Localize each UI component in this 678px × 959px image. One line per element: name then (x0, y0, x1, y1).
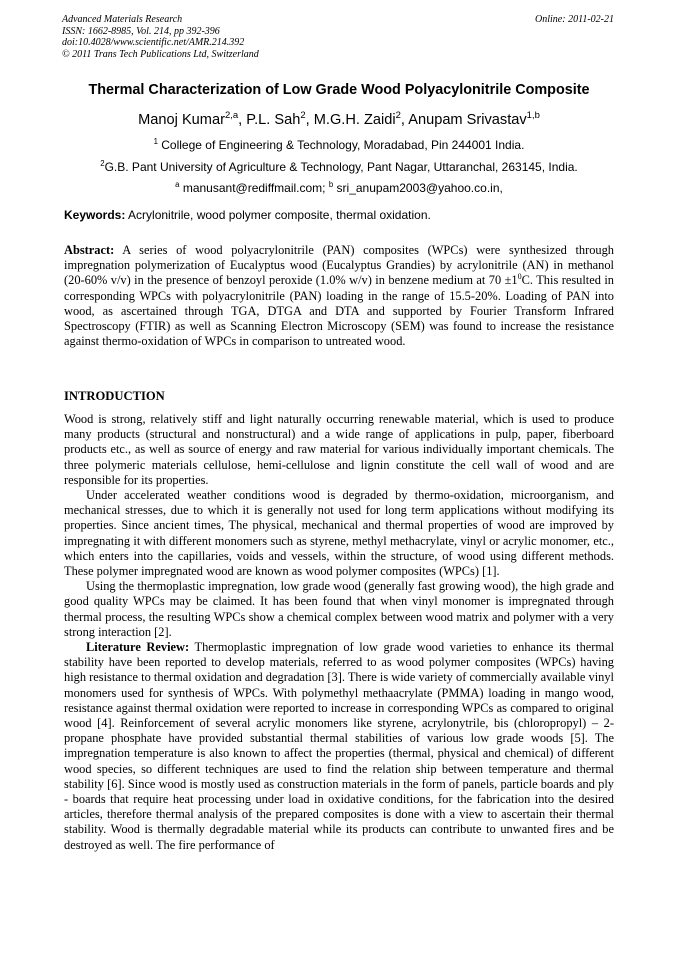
degree-sup: 0 (517, 272, 522, 282)
abstract-text: A series of wood polyacrylonitrile (PAN) composites (WPCs) were synthesized through impregnation polymerization of Eucalyptus wood (Eucalyptus Grandies) by acrylonitrile (AN) in methanol (20-60% v/v) in the presence of benzoyl peroxide (1.0% w/v) in benzene medium at 70 ±1 (64, 243, 614, 288)
affiliation-1 (40, 138, 638, 152)
author-sup: 2 (300, 110, 306, 122)
affiliation-sup: 2 (100, 159, 105, 168)
author-name: Anupam Srivastav (408, 112, 527, 128)
paper-title: Thermal Characterization of Low Grade Wood Polyacylonitrile Composite (88, 82, 590, 98)
abstract-text-continued: C. This resulted in corresponding WPCs with polyacrylonitrile (PAN) loading in the range of 15.5-20%. Loading of PAN into wood, as ascertained through TGA, DTGA and DTA and supported by Fourier Transform Infrared Spectroscopy (FTIR) as well as Scanning Electron Microscopy (SEM) was found to increase the resistance against thermo-oxidation of WPCs in comparison to untreated wood. (64, 273, 614, 349)
affiliation-text: G.B. Pant University of Agriculture & Technology, Pant Nagar, Uttaranchal, 263145, India. (104, 160, 578, 174)
paragraph: Using the thermoplastic impregnation, low grade wood (generally fast growing wood), the high grade and good quality WPCs may be claimed. It has been found that when vinyl monomer is impregnated through thermal process, the resulting WPCs show a chemical complex between wood matrix and polymer with a very strong interaction [2]. (64, 579, 614, 639)
online-date: Online: 2011-02-21 (535, 14, 614, 25)
email-text: manusant@rediffmail.com; (179, 181, 329, 195)
author-name: M.G.H. Zaidi (313, 112, 396, 128)
paragraph: Under accelerated weather conditions wood is degraded by thermo-oxidation, microorganism, and mechanical stresses, due to which it is generally not used for long term applications without modifying its properties. Since ancient times, The physical, mechanical and thermal properties of wood are improved by impregnating it with different monomers such as styrene, methyl methacrylate, vinyl or acrylic monomer, etc., which enters into the capillaries, voids and vessels, within the structure, of wood using different methods. These polymer impregnated wood are known as wood polymer composites (WPCs) [1]. (64, 488, 614, 579)
email-sup: a (175, 180, 180, 189)
affiliation-text: College of Engineering & Technology, Moradabad, Pin 244001 India. (157, 138, 525, 152)
author-name: Manoj Kumar (138, 112, 225, 128)
keywords-text: Acrylonitrile, wood polymer composite, thermal oxidation. (125, 208, 431, 222)
author-sup: 2 (395, 110, 401, 122)
email-sup: b (328, 180, 334, 189)
paragraph: Wood is strong, relatively stiff and light naturally occurring renewable material, which is used to produce many products (structural and nonstructural) and a wide range of applications in pulp, paper, fiberboard products etc., as well as source of energy and raw material for various individually important chemicals. The three polymeric materials cellulose, hemi-cellulose and lignin constitute the cell wall of wood and are responsible for its properties. (64, 412, 614, 487)
author-sup: 1,b (526, 110, 540, 122)
introduction-body (64, 412, 614, 853)
copyright: © 2011 Trans Tech Publications Ltd, Switzerland (62, 48, 259, 60)
paragraph-literature-review (64, 640, 614, 853)
keywords (64, 208, 614, 222)
abstract (64, 243, 614, 349)
email-text: sri_anupam2003@yahoo.co.in, (333, 181, 503, 195)
section-heading-introduction: INTRODUCTION (64, 389, 165, 403)
author-emails (40, 181, 638, 195)
author-list (40, 112, 638, 128)
issn: ISSN: 1662-8985, Vol. 214, pp 392-396 (62, 25, 220, 37)
author-separator: , (400, 112, 409, 128)
journal-name: Advanced Materials Research (62, 14, 183, 25)
abstract-label: Abstract: (64, 243, 115, 257)
affiliation-sup: 1 (153, 137, 158, 146)
literature-review-label: Literature Review: (86, 640, 190, 655)
author-separator: , (305, 112, 314, 128)
author-separator: , (238, 112, 247, 128)
author-name: P.L. Sah (246, 112, 301, 128)
journal-header (62, 14, 614, 60)
literature-review-text: Thermoplastic impregnation of low grade wood varieties to enhance its thermal stability have been reported to develop materials, referred to as wood polymer composites (WPCs) having high resistance to thermal oxidation and degradation [3]. There is wide variety of commercially available vinyl monomers used for synthesis of WPCs. With polymethyl methaacrylate (PMMA) loading in mango wood, resistance against thermal oxidation were reported to increase in corresponding WPCs as compared to original wood [4]. Reinforcement of several acrylic monomers like styrene, acrylonytrile, bis (chloropropyl) – 2- propane phosphate have provided substantial thermal stabilities of various low grade woods [5]. The impregnation temperature is also known to affect the properties (thermal, physical and chemical) of different wood species, so different techniques are used to find the relation ship between temperature and thermal stability [6]. Since wood is mostly used as construction materials in the form of panels, particle boards and ply - boards that require heat processing under load in oxidative conditions, for the fabrication into the desired articles, therefore thermal analysis of the prepared composites is done with a view to ascertain their thermal stability. Wood is thermally degradable material while its products can contribute to unwanted fires and be destroyed as well. The fire performance of (64, 640, 615, 852)
affiliation-2 (40, 160, 638, 174)
author-sup: 2,a (224, 110, 239, 122)
doi: doi:10.4028/www.scientific.net/AMR.214.392 (62, 37, 245, 48)
keywords-label: Keywords: (64, 208, 126, 222)
